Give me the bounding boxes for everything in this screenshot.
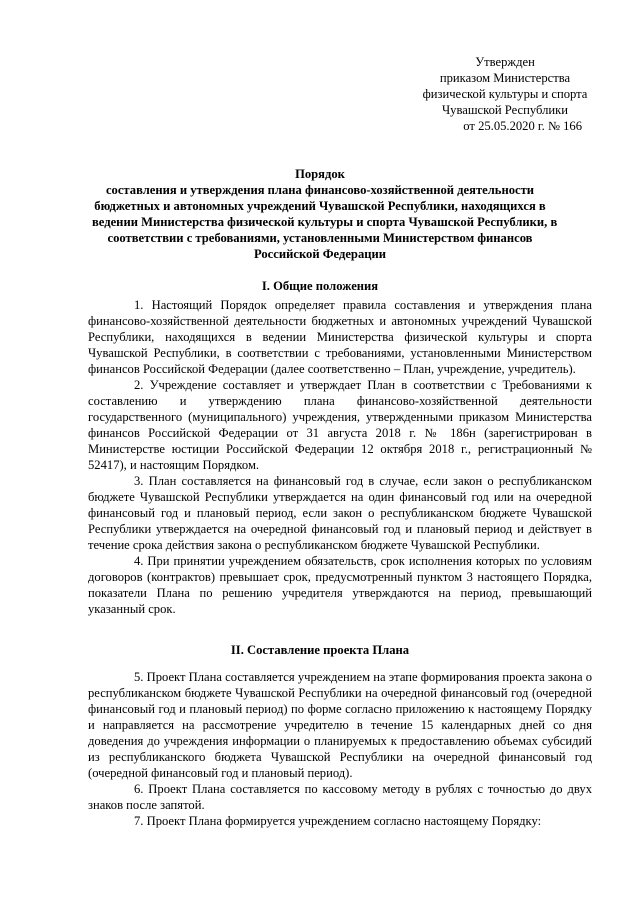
approval-line: приказом Министерства [439,71,571,85]
section-heading-draft: II. Составление проекта Плана [230,643,410,657]
paragraph: 1. Настоящий Порядок определяет правила составления и утверждения плана финансово-хозяйственной деятельности бюджетных и автономных учреждений Чувашской Республики, находящихся в ведении Министерства физической культуры и спорта Чувашской Республики, в соответствии с требованиями, установленными Министерством финансов Российской Федерации (далее соответственно – План, учреждение, учредитель). [88,298,592,376]
title-line: бюджетных и автономных учреждений Чувашской Республики, находящихся в [94,199,546,213]
paragraph: 5. Проект Плана составляется учреждением на этапе формирования проекта закона о республиканском бюджете Чувашской Республики на очередной финансовый год (очередной финансовый год и плановый период) по форме согласно приложению к настоящему Порядку и направляется на рассмотрение учредителю в течение 15 календарных дней со дня доведения до учреждения информации о планируемых к предоставлению объемах субсидий из республиканского бюджета Чувашской Республики на очередной финансовый год (очередной финансовый год и плановый период). [88,670,592,780]
title-line: Российской Федерации [253,247,387,261]
approval-line: физической культуры и спорта [422,87,588,101]
paragraph: 6. Проект Плана составляется по кассовому методу в рублях с точностью до двух знаков после запятой. [88,782,592,812]
title-line: Порядок [295,167,345,181]
document-title [92,166,558,262]
section-body-general [88,297,592,617]
section-heading-general: I. Общие положения [261,279,379,293]
title-line: составления и утверждения плана финансово-хозяйственной деятельности [105,183,535,197]
paragraph: 4. При принятии учреждением обязательств, срок исполнения которых по условиям договоров (контрактов) превышает срок, предусмотренный пунктом 3 настоящего Порядка, показатели Плана по решению учредителя утверждаются на период, превышающий указанный срок. [88,554,592,616]
paragraph: 2. Учреждение составляет и утверждает План в соответствии с Требованиями к составлению и утверждению плана финансово-хозяйственной деятельности государственного (муниципального) учреждения, утвержденными приказом Министерства финансов Российской Федерации от 31 августа 2018 г. № 186н (зарегистрирован в Министерстве юстиции Российской Федерации 12 октября 2018 г., регистрационный № 52417), и настоящим Порядком. [88,378,592,472]
paragraph: 3. План составляется на финансовый год в случае, если закон о республиканском бюджете Чувашской Республики утверждается на один финансовый год или на очередной финансовый год и плановый период, если закон о республиканском бюджете Чувашской Республики утверждается на очередной финансовый год и плановый период и действует в течение срока действия закона о республиканском бюджете Чувашской Республики. [88,474,592,552]
title-line: соответствии с требованиями, установленными Министерством финансов [107,231,533,245]
approval-stamp [410,54,600,134]
approval-line: Чувашской Республики [442,103,568,117]
title-line: ведении Министерства физической культуры и спорта Чувашской Республики, в [92,215,558,229]
approval-date: от 25.05.2020 г. № 166 [463,119,582,133]
section-body-draft [88,669,592,829]
paragraph: 7. Проект Плана формируется учреждением согласно настоящему Порядку: [134,814,542,828]
approval-line: Утвержден [475,55,535,69]
